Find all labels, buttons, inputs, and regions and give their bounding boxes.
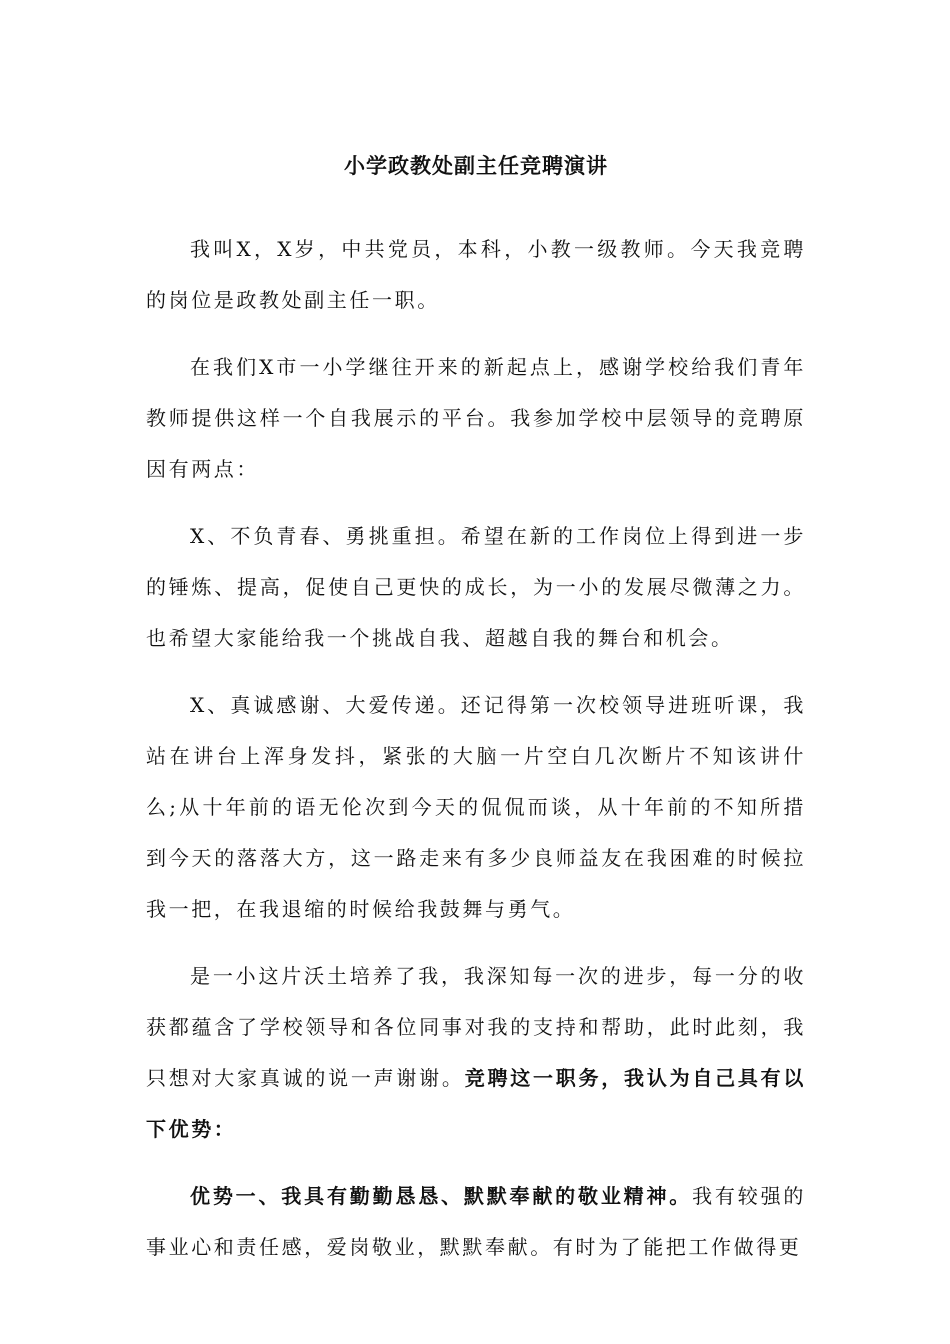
paragraph-text: X、不负青春、勇挑重担。希望在新的工作岗位上得到进一步的锤炼、提高，促使自己更快的成长，为一小的发展尽微薄之力。也希望大家能给我一个挑战自我、超越自我的舞台和机会。 <box>146 524 806 650</box>
paragraph-intro <box>146 224 806 326</box>
paragraph-text: 是一小这片沃土培养了我，我深知每一次的进步，每一分的收获都蕴含了学校领导和各位同事对我的支持和帮助，此时此刻，我只想对大家真诚的说一声谢谢。 <box>146 964 806 1090</box>
paragraph-text: 在我们X市一小学继往开来的新起点上，感谢学校给我们青年教师提供这样一个自我展示的平台。我参加学校中层领导的竞聘原因有两点： <box>146 355 806 481</box>
paragraph-advantage-one <box>146 1171 806 1273</box>
paragraph-text: X、真诚感谢、大爱传递。还记得第一次校领导进班听课，我站在讲台上浑身发抖，紧张的大脑一片空白几次断片不知该讲什么;从十年前的语无伦次到今天的侃侃而谈，从十年前的不知所措到今天的落落大方，这一路走来有多少良师益友在我困难的时候拉我一把，在我退缩的时候给我鼓舞与勇气。 <box>146 693 806 921</box>
advantage-heading: 优势一、我具有勤勤恳恳、默默奉献的敬业精神。 <box>190 1184 693 1208</box>
paragraph-bold-text: 竞聘这一职务，我认为自己具有以下优势： <box>146 1066 806 1141</box>
paragraph-text: 我叫X，X岁，中共党员，本科，小教一级教师。今天我竞聘的岗位是政教处副主任一职。 <box>146 237 806 312</box>
paragraph-reason-two <box>146 680 806 935</box>
paragraph-reasons <box>146 342 806 495</box>
paragraph-reason-one <box>146 511 806 664</box>
document-title: 小学政教处副主任竞聘演讲 <box>344 153 608 178</box>
paragraph-text: 我有较强的事业心和责任感，爱岗敬业，默默奉献。有时为了能把工作做得更 <box>146 1184 807 1259</box>
document-page <box>146 140 806 1289</box>
paragraph-gratitude <box>146 951 806 1155</box>
